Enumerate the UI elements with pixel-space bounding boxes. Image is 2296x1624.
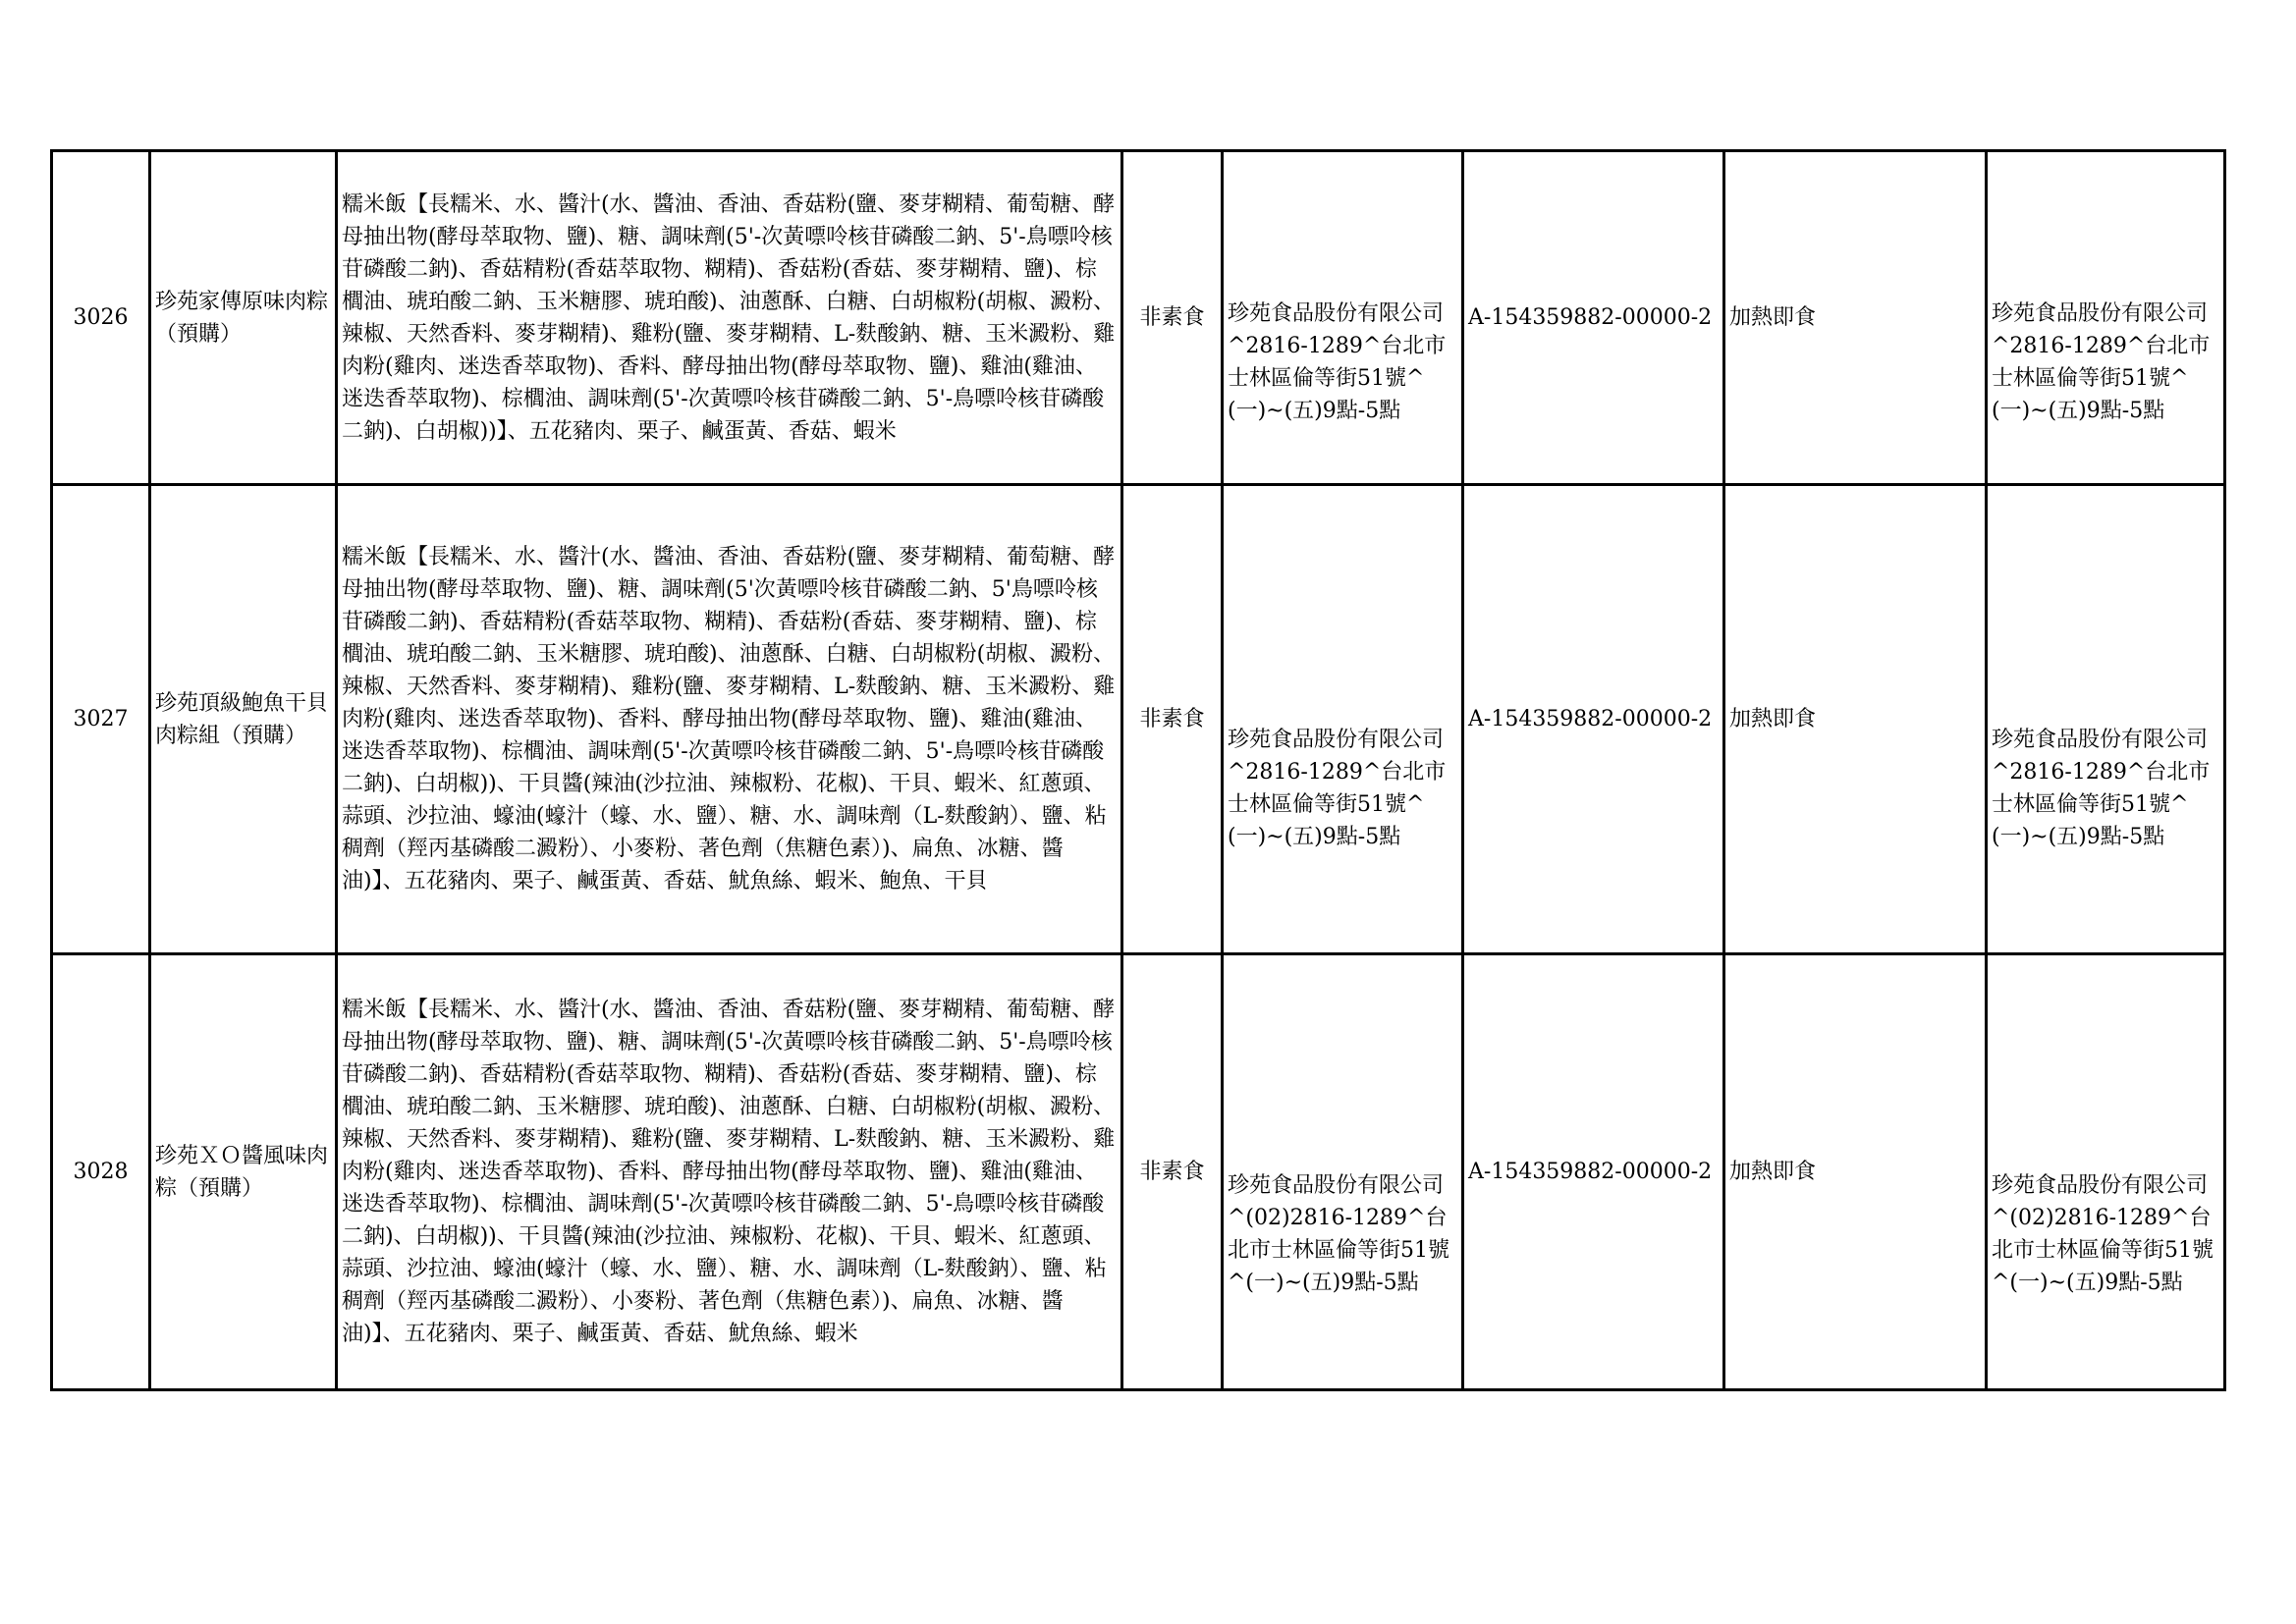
product-name: 珍苑頂級鮑魚干貝肉粽組（預購） [150, 485, 337, 954]
product-id: 3026 [52, 151, 150, 485]
table-row [52, 954, 2225, 1390]
table-row [52, 485, 2225, 954]
contact-info: 珍苑食品股份有限公司^(02)2816-1289^台北市士林區倫等街51號^(一)~(五)9點-5點 [1987, 954, 2225, 1390]
product-id: 3028 [52, 954, 150, 1390]
product-table [50, 149, 2226, 1391]
product-ingredients: 糯米飯【長糯米、水、醬汁(水、醬油、香油、香菇粉(鹽、麥芽糊精、葡萄糖、酵母抽出物(酵母萃取物、鹽)、糖、調味劑(5'次黃嘌呤核苷磷酸二鈉、5'鳥嘌呤核苷磷酸二鈉)、香菇精粉(香菇萃取物、糊精)、香菇粉(香菇、麥芽糊精、鹽)、棕櫚油、琥珀酸二鈉、玉米糖膠、琥珀酸)、油蔥酥、白糖、白胡椒粉(胡椒、澱粉、辣椒、天然香料、麥芽糊精)、雞粉(鹽、麥芽糊精、L-麩酸鈉、糖、玉米澱粉、雞肉粉(雞肉、迷迭香萃取物)、香料、酵母抽出物(酵母萃取物、鹽)、雞油(雞油、迷迭香萃取物)、棕櫚油、調味劑(5'-次黃嘌呤核苷磷酸二鈉、5'-鳥嘌呤核苷磷酸二鈉)、白胡椒))、干貝醬(辣油(沙拉油、辣椒粉、花椒)、干貝、蝦米、紅蔥頭、蒜頭、沙拉油、蠔油(蠔汁（蠔、水、鹽）、糖、水、調味劑（L-麩酸鈉）、鹽、粘稠劑（羥丙基磷酸二澱粉）、小麥粉、著色劑（焦糖色素）)、扁魚、冰糖、醬油)】、五花豬肉、栗子、鹹蛋黃、香菇、魷魚絲、蝦米、鮑魚、干貝 [337, 485, 1122, 954]
product-name: 珍苑ＸＯ醬風味肉粽（預購） [150, 954, 337, 1390]
registration-number: A-154359882-00000-2 [1463, 485, 1724, 954]
product-name: 珍苑家傳原味肉粽（預購） [150, 151, 337, 485]
manufacturer-info: 珍苑食品股份有限公司^2816-1289^台北市士林區倫等街51號^(一)~(五)9點-5點 [1223, 151, 1463, 485]
manufacturer-info: 珍苑食品股份有限公司^2816-1289^台北市士林區倫等街51號^(一)~(五)9點-5點 [1223, 485, 1463, 954]
table-row [52, 151, 2225, 485]
preparation-method: 加熱即食 [1724, 485, 1987, 954]
registration-number: A-154359882-00000-2 [1463, 954, 1724, 1390]
product-ingredients: 糯米飯【長糯米、水、醬汁(水、醬油、香油、香菇粉(鹽、麥芽糊精、葡萄糖、酵母抽出物(酵母萃取物、鹽)、糖、調味劑(5'-次黃嘌呤核苷磷酸二鈉、5'-鳥嘌呤核苷磷酸二鈉)、香菇精粉(香菇萃取物、糊精)、香菇粉(香菇、麥芽糊精、鹽)、棕櫚油、琥珀酸二鈉、玉米糖膠、琥珀酸)、油蔥酥、白糖、白胡椒粉(胡椒、澱粉、辣椒、天然香料、麥芽糊精)、雞粉(鹽、麥芽糊精、L-麩酸鈉、糖、玉米澱粉、雞肉粉(雞肉、迷迭香萃取物)、香料、酵母抽出物(酵母萃取物、鹽)、雞油(雞油、迷迭香萃取物)、棕櫚油、調味劑(5'-次黃嘌呤核苷磷酸二鈉、5'-鳥嘌呤核苷磷酸二鈉)、白胡椒))】、五花豬肉、栗子、鹹蛋黃、香菇、蝦米 [337, 151, 1122, 485]
preparation-method: 加熱即食 [1724, 954, 1987, 1390]
contact-info: 珍苑食品股份有限公司^2816-1289^台北市士林區倫等街51號^(一)~(五)9點-5點 [1987, 151, 2225, 485]
product-ingredients: 糯米飯【長糯米、水、醬汁(水、醬油、香油、香菇粉(鹽、麥芽糊精、葡萄糖、酵母抽出物(酵母萃取物、鹽)、糖、調味劑(5'-次黃嘌呤核苷磷酸二鈉、5'-鳥嘌呤核苷磷酸二鈉)、香菇精粉(香菇萃取物、糊精)、香菇粉(香菇、麥芽糊精、鹽)、棕櫚油、琥珀酸二鈉、玉米糖膠、琥珀酸)、油蔥酥、白糖、白胡椒粉(胡椒、澱粉、辣椒、天然香料、麥芽糊精)、雞粉(鹽、麥芽糊精、L-麩酸鈉、糖、玉米澱粉、雞肉粉(雞肉、迷迭香萃取物)、香料、酵母抽出物(酵母萃取物、鹽)、雞油(雞油、迷迭香萃取物)、棕櫚油、調味劑(5'-次黃嘌呤核苷磷酸二鈉、5'-鳥嘌呤核苷磷酸二鈉)、白胡椒))、干貝醬(辣油(沙拉油、辣椒粉、花椒)、干貝、蝦米、紅蔥頭、蒜頭、沙拉油、蠔油(蠔汁（蠔、水、鹽）、糖、水、調味劑（L-麩酸鈉）、鹽、粘稠劑（羥丙基磷酸二澱粉）、小麥粉、著色劑（焦糖色素）)、扁魚、冰糖、醬油)】、五花豬肉、栗子、鹹蛋黃、香菇、魷魚絲、蝦米 [337, 954, 1122, 1390]
contact-info: 珍苑食品股份有限公司^2816-1289^台北市士林區倫等街51號^(一)~(五)9點-5點 [1987, 485, 2225, 954]
diet-type: 非素食 [1122, 151, 1223, 485]
diet-type: 非素食 [1122, 954, 1223, 1390]
registration-number: A-154359882-00000-2 [1463, 151, 1724, 485]
preparation-method: 加熱即食 [1724, 151, 1987, 485]
manufacturer-info: 珍苑食品股份有限公司^(02)2816-1289^台北市士林區倫等街51號^(一)~(五)9點-5點 [1223, 954, 1463, 1390]
product-id: 3027 [52, 485, 150, 954]
diet-type: 非素食 [1122, 485, 1223, 954]
